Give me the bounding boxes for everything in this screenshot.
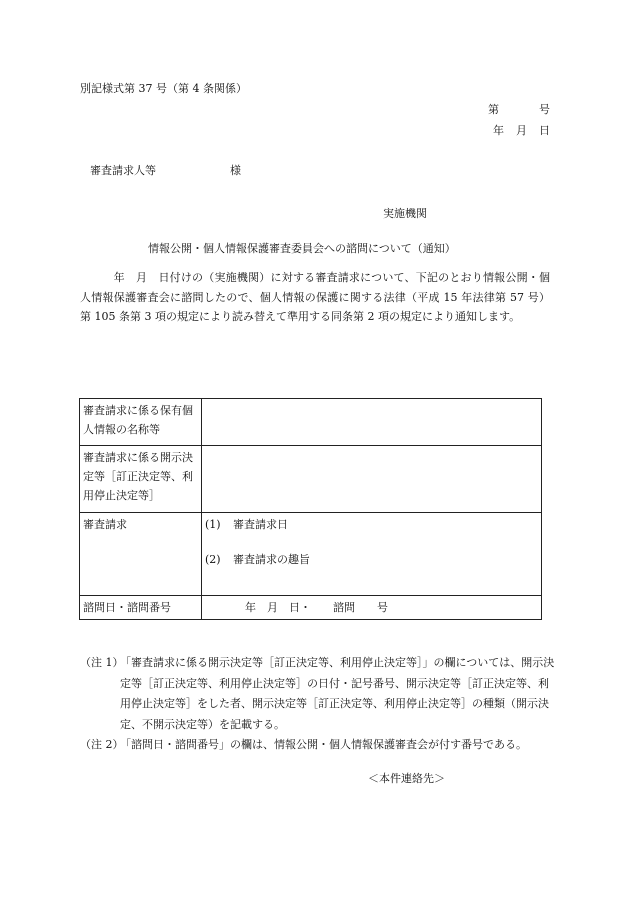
table-label-personal-info: 審査請求に係る保有個人情報の名称等 — [80, 399, 202, 446]
table-row — [80, 513, 542, 596]
document-number-suffix: 号 — [539, 103, 550, 116]
document-title: 情報公開・個人情報保護審査委員会への諮問について（通知） — [148, 242, 456, 255]
contact-heading: ＜本件連絡先＞ — [368, 772, 445, 785]
notes-section — [80, 653, 555, 756]
body-text: 年 月 日付けの（実施機関）に対する審査請求について、下記のとおり情報公開・個人情報保護審査会に諮問したので、個人情報の保護に関する法律（平成 15 年法律第 57 号）第 105 条第 3 項の規定により読み替えて準用する同条第 2 項の規定により通知します。 — [80, 271, 550, 323]
note-text: 「審査請求に係る開示決定等［訂正決定等、利用停止決定等］」の欄については、開示決定等［訂正決定等、利用停止決定等］の日付・記号番号、開示決定等［訂正決定等、利用停止決定等］をした者、開示決定等［訂正決定等、利用停止決定等］の種類（開示決定、不開示決定等）を記載する。 — [120, 656, 555, 731]
note-label: （注 2） — [80, 738, 124, 751]
addressee-honorific: 様 — [230, 164, 241, 177]
document-number-line — [488, 101, 550, 117]
table-label-request: 審査請求 — [80, 513, 202, 596]
date-year: 年 — [493, 124, 504, 137]
inquiry-date-number: 年 月 日・ 諮問 号 — [245, 601, 388, 614]
table-row — [80, 399, 542, 446]
note-text: 「諮問日・諮問番号」の欄は、情報公開・個人情報保護審査会が付す番号である。 — [120, 738, 527, 751]
table-row — [80, 446, 542, 513]
table-value-inquiry-number — [202, 596, 542, 620]
date-day: 日 — [539, 124, 550, 137]
table-label-inquiry-number: 諮問日・諮問番号 — [80, 596, 202, 620]
note-item — [80, 653, 555, 735]
date-month: 月 — [516, 124, 527, 137]
inquiry-table — [79, 398, 542, 620]
table-row — [80, 596, 542, 620]
request-item-text: 審査請求の趣旨 — [233, 553, 310, 566]
implementing-agency: 実施機関 — [383, 207, 427, 220]
table-label-disclosure-decision: 審査請求に係る開示決定等［訂正決定等、利用停止決定等］ — [80, 446, 202, 513]
table-value-disclosure-decision — [202, 446, 542, 513]
request-item-text: 審査請求日 — [233, 518, 288, 531]
request-item-number: (1) — [205, 518, 221, 531]
request-item-date — [205, 515, 538, 534]
request-item-number: (2) — [205, 553, 221, 566]
addressee-name: 審査請求人等 — [90, 164, 156, 177]
note-item — [80, 735, 555, 756]
request-item-purpose — [205, 550, 538, 569]
body-paragraph — [80, 268, 550, 327]
document-number-prefix: 第 — [488, 103, 499, 116]
table-value-personal-info — [202, 399, 542, 446]
note-label: （注 1） — [80, 656, 124, 669]
document-date-line — [493, 122, 550, 138]
table-value-request — [202, 513, 542, 596]
form-number: 別記様式第 37 号（第 4 条関係） — [80, 82, 247, 95]
